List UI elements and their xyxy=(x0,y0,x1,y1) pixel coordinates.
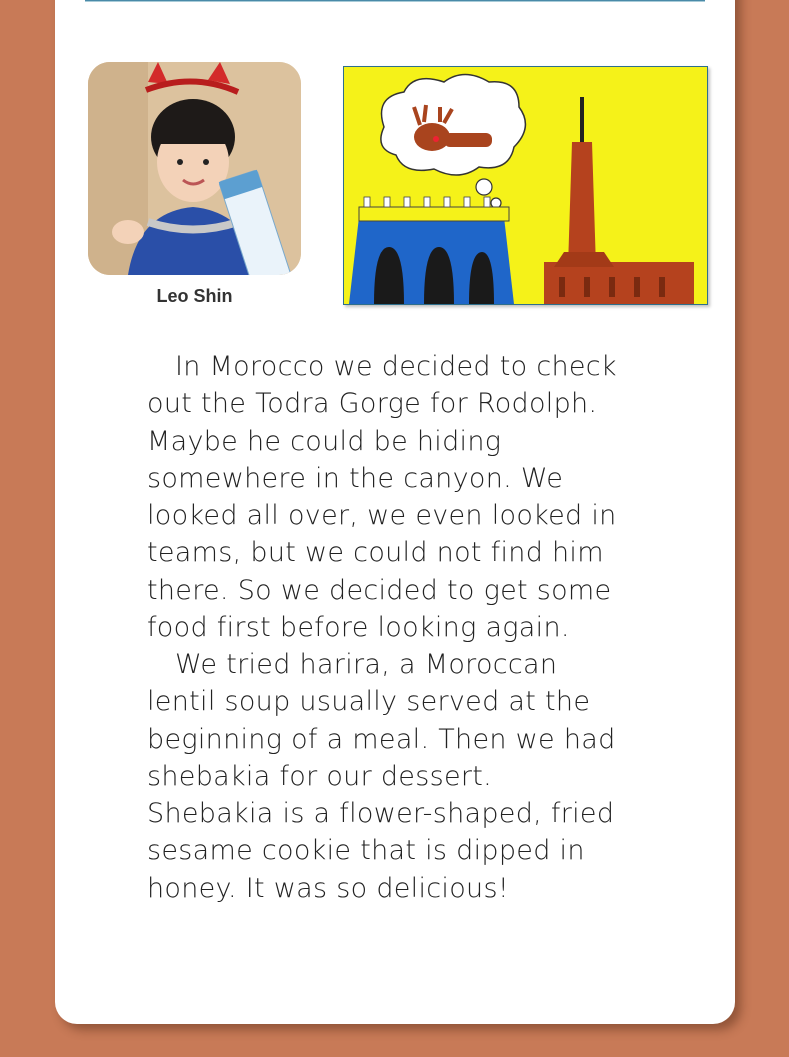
student-photo-illustration xyxy=(88,62,301,275)
top-divider xyxy=(85,0,705,2)
drawing-illustration xyxy=(344,67,707,304)
story-paragraph-2: We tried harira, a Moroccan lentil soup usually served at the beginning of a meal. Then we had shebakia for our dessert. Shebakia is a flower-shaped, fried sesame cookie that is dipped in honey. It was so delicious! xyxy=(147,649,616,904)
student-photo xyxy=(88,62,301,275)
child-drawing xyxy=(343,66,708,305)
story-text xyxy=(147,348,617,907)
student-name: Leo Shin xyxy=(156,286,233,306)
story-paragraph-1: In Morocco we decided to check out the Todra Gorge for Rodolph. Maybe he could be hiding somewhere in the canyon. We looked all over, we even looked in teams, but we could not find him there. So we decided to get some food first before looking again. xyxy=(147,351,617,643)
story-card xyxy=(55,0,735,1024)
